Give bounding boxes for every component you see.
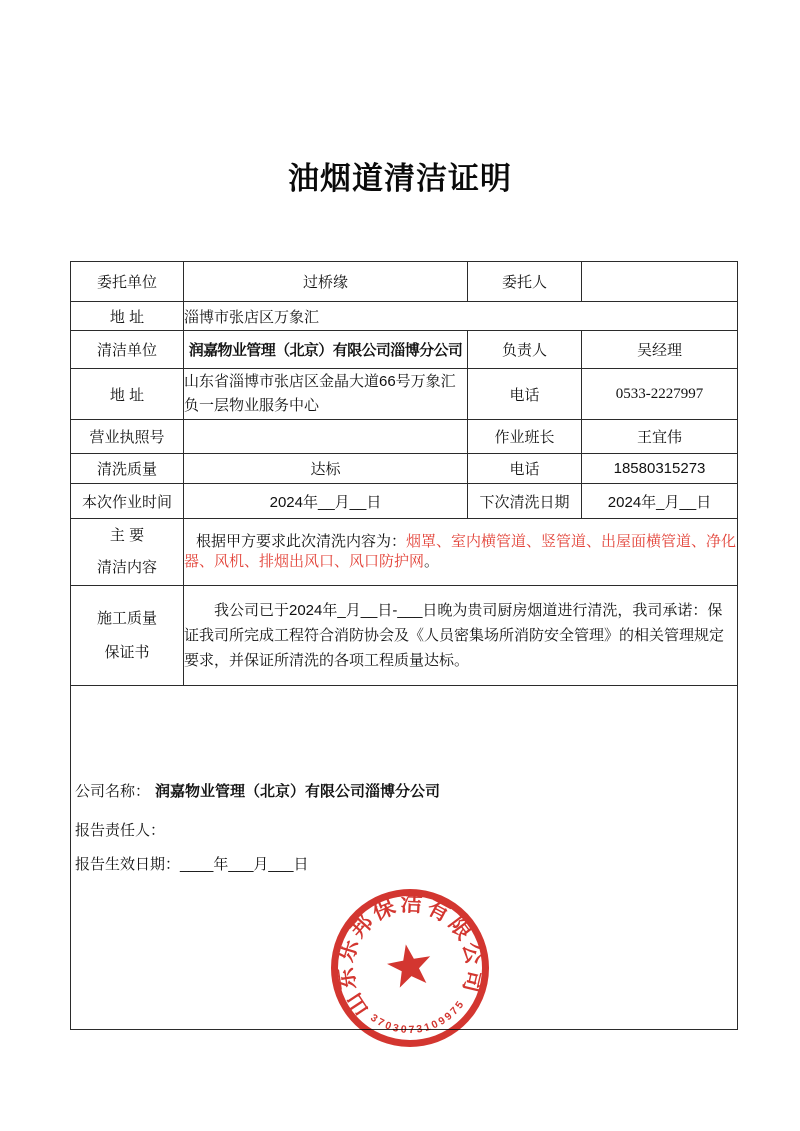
label-responsible-person: 负责人 (468, 331, 582, 369)
cleaning-content-items: 烟罩、室内横管道、竖管道、出屋面横管道、净化器、风机、排烟出风口、风口防护网 (184, 533, 737, 570)
label-cleaning-quality: 清洗质量 (71, 454, 184, 484)
table-row (71, 519, 738, 586)
cleaning-content-intro: 根据甲方要求此次清洗内容为： (196, 533, 407, 550)
label-main-line2: 清洁内容 (96, 559, 157, 576)
value-current-work-date: 2024年__月__日 (184, 484, 468, 519)
footer-date-line (75, 855, 308, 875)
label-phone-2: 电话 (468, 454, 582, 484)
page-title: 油烟道清洁证明 (288, 161, 512, 196)
table-row (71, 331, 738, 369)
value-phone-1: 0533-2227997 (582, 369, 738, 420)
table-row (71, 484, 738, 519)
stamp-number-text: 3703073109975 (368, 997, 468, 1037)
report-effective-date-value: ____年___月___日 (180, 856, 309, 873)
value-phone-2: 18580315273 (582, 454, 738, 484)
company-name-label: 公司名称： (75, 783, 151, 800)
stamp-company-text: 山东乐邦保洁有限公司 (332, 890, 488, 1021)
label-consigner-unit: 委托单位 (71, 262, 184, 302)
table-row (71, 420, 738, 454)
value-cleaning-quality: 达标 (184, 454, 468, 484)
value-next-cleaning-date: 2024年_月__日 (582, 484, 738, 519)
value-consigner-unit: 过桥缘 (184, 262, 468, 302)
table-row (71, 262, 738, 302)
report-effective-date-label: 报告生效日期： (75, 856, 181, 873)
label-cleaning-unit: 清洁单位 (71, 331, 184, 369)
value-client-address: 淄博市张店区万象汇 (184, 302, 738, 331)
label-next-cleaning-date: 下次清洗日期 (468, 484, 582, 519)
value-crew-leader: 王宜伟 (582, 420, 738, 454)
label-client-address: 地 址 (71, 302, 184, 331)
value-cleaner-address: 山东省淄博市张店区金晶大道66号万象汇负一层物业服务中心 (184, 369, 468, 420)
report-responsible-label: 报告责任人： (75, 822, 166, 839)
label-consigner-person: 委托人 (468, 262, 582, 302)
stamp-star-icon (384, 941, 434, 990)
value-quality-guarantee: 我公司已于2024年_月__日-___日晚为贵司厨房烟道进行清洗，我司承诺：保证我司所完成工程符合消防协会及《人员密集场所消防安全管理》的相关管理规定要求，并保证所清洗的各项工程质量达标。 (184, 586, 738, 686)
footer-responsible-line (75, 821, 165, 841)
label-quality-guarantee (71, 586, 184, 686)
table-row (71, 454, 738, 484)
label-main-line1: 主 要 (109, 527, 145, 544)
label-phone-1: 电话 (468, 369, 582, 420)
label-guarantee-line1: 施工质量 (96, 609, 157, 627)
value-responsible-person: 吴经理 (582, 331, 738, 369)
company-stamp (325, 883, 495, 1053)
cleaning-content-period: 。 (424, 553, 440, 570)
table-row (71, 586, 738, 686)
label-business-license: 营业执照号 (71, 420, 184, 454)
value-cleaning-unit: 润嘉物业管理（北京）有限公司淄博分公司 (184, 331, 468, 369)
table-row (71, 369, 738, 420)
table-row (71, 302, 738, 331)
value-main-cleaning-content (184, 519, 738, 586)
company-name-value: 润嘉物业管理（北京）有限公司淄博分公司 (155, 783, 441, 800)
label-guarantee-line2: 保证书 (104, 643, 150, 661)
value-consigner-person (582, 262, 738, 302)
label-crew-leader: 作业班长 (468, 420, 582, 454)
label-main-cleaning-content (71, 519, 184, 586)
label-cleaner-address: 地 址 (71, 369, 184, 420)
value-business-license (184, 420, 468, 454)
label-current-work-date: 本次作业时间 (71, 484, 184, 519)
footer-company-line (75, 782, 440, 802)
